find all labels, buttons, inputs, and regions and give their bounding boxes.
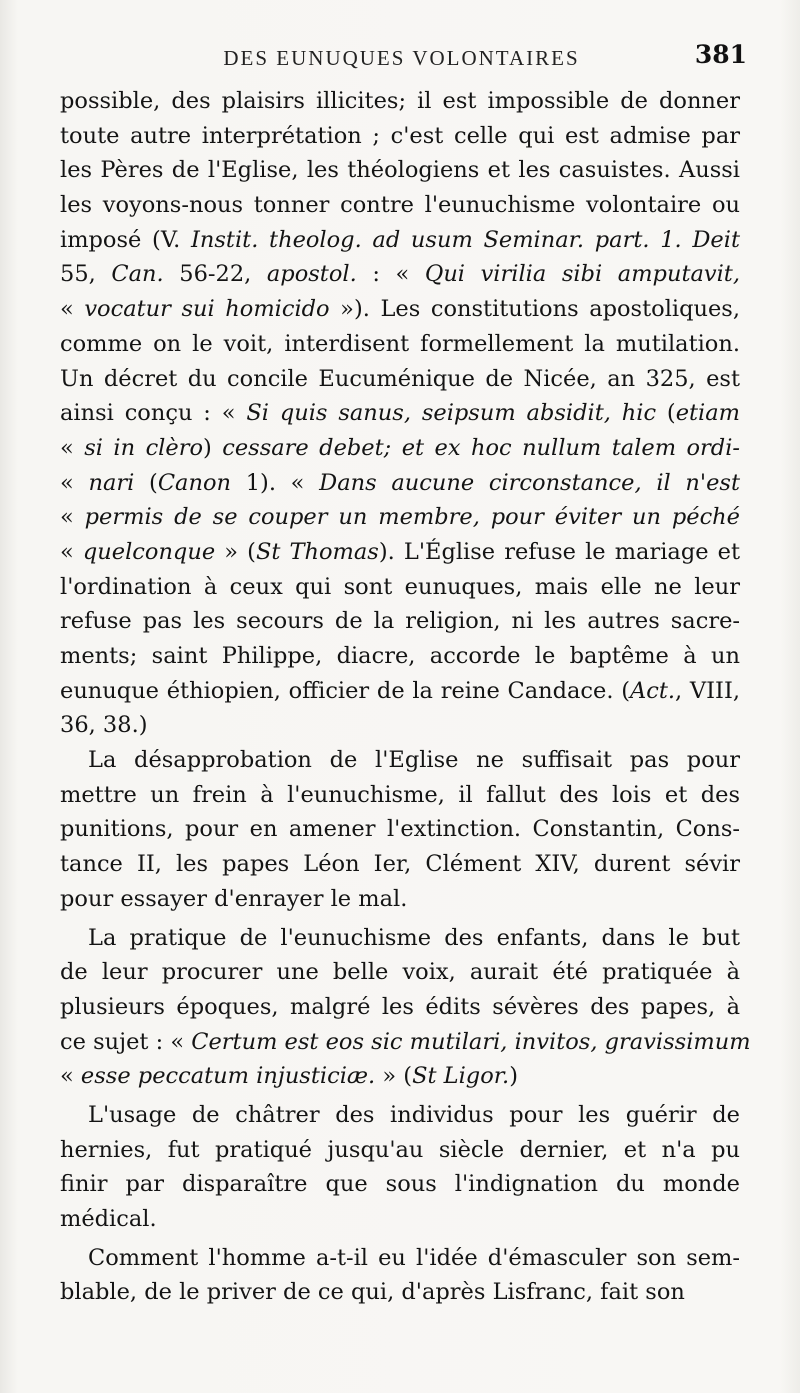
text-line: Comment l'homme a-t-il eu l'idée d'émasculer son sem- — [88, 1244, 740, 1271]
text-line: hernies, fut pratiqué jusqu'au siècle dernier, et n'a pu — [60, 1136, 740, 1163]
text-line: punitions, pour en amener l'extinction. Constantin, Cons- — [60, 816, 740, 843]
text-line: ce sujet : « Certum est eos sic mutilari, invitos, gravissimum — [60, 1028, 751, 1055]
text-line: finir par disparaître que sous l'indignation du monde — [60, 1171, 740, 1198]
text-line: les voyons-nous tonner contre l'eunuchisme volontaire ou — [60, 192, 740, 219]
text-line: « quelconque » (St Thomas). L'Église refuse le mariage et — [60, 538, 741, 565]
text-line: Un décret du concile Eucuménique de Nicée, an 325, est — [60, 365, 740, 392]
text-line: blable, de le priver de ce qui, d'après Lisfranc, fait son — [60, 1279, 685, 1306]
paragraph-1 — [60, 84, 740, 743]
text-line: les Pères de l'Eglise, les théologiens et les casuistes. Aussi — [60, 157, 740, 184]
text-line: refuse pas les secours de la religion, ni les autres sacre- — [60, 608, 740, 635]
text-line: médical. — [60, 1206, 157, 1232]
text-line: La pratique de l'eunuchisme des enfants, dans le but — [88, 924, 740, 951]
paragraph-2 — [60, 743, 740, 916]
paragraph-5 — [60, 1241, 740, 1310]
text-line: « vocatur sui homicido »). Les constitutions apostoliques, — [60, 296, 740, 323]
text-line: plusieurs époques, malgré les édits sévères des papes, à — [60, 993, 740, 1020]
body-text — [60, 84, 751, 1310]
text-line: 36, 38.) — [60, 712, 148, 739]
text-line: toute autre interprétation ; c'est celle qui est admise par — [60, 122, 740, 149]
text-line: imposé (V. Instit. theolog. ad usum Seminar. part. 1. Deit — [60, 226, 740, 253]
text-line: « esse peccatum injusticiæ. » (St Ligor.) — [60, 1063, 518, 1090]
text-line: possible, des plaisirs illicites; il est impossible de donner — [60, 88, 740, 114]
text-line: l'ordination à ceux qui sont eunuques, mais elle ne leur — [60, 573, 740, 600]
text-line: L'usage de châtrer des individus pour les guérir de — [88, 1101, 740, 1128]
paragraph-4 — [60, 1098, 740, 1237]
page-number: 381 — [694, 40, 747, 69]
text-line: comme on le voit, interdisent formellement la mutilation. — [60, 330, 740, 357]
text-line: « nari (Canon 1). « Dans aucune circonstance, il n'est — [60, 469, 741, 496]
text-line: de leur procurer une belle voix, aurait été pratiquée à — [60, 959, 740, 986]
text-line: mettre un frein à l'eunuchisme, il fallut des lois et des — [60, 781, 740, 808]
paragraph-3 — [60, 921, 751, 1094]
text-line: eunuque éthiopien, officier de la reine Candace. (Act., VIII, — [60, 677, 740, 704]
text-line: La désapprobation de l'Eglise ne suffisait pas pour — [88, 747, 740, 774]
text-line: ainsi conçu : « Si quis sanus, seipsum absidit, hic (etiam — [60, 400, 740, 427]
text-line: « si in clèro) cessare debet; et ex hoc nullum talem ordi- — [60, 434, 740, 461]
page-header — [60, 38, 747, 78]
text-line: tance II, les papes Léon Ier, Clément XIV, durent sévir — [60, 851, 740, 878]
text-line: ments; saint Philippe, diacre, accorde le baptême à un — [60, 643, 740, 669]
text-line: « permis de se couper un membre, pour éviter un péché — [60, 504, 740, 531]
text-line: 55, Can. 56-22, apostol. : « Qui virilia sibi amputavit, — [60, 261, 740, 288]
text-line: pour essayer d'enrayer le mal. — [60, 885, 408, 912]
running-title: DES EUNUQUES VOLONTAIRES — [223, 46, 580, 70]
